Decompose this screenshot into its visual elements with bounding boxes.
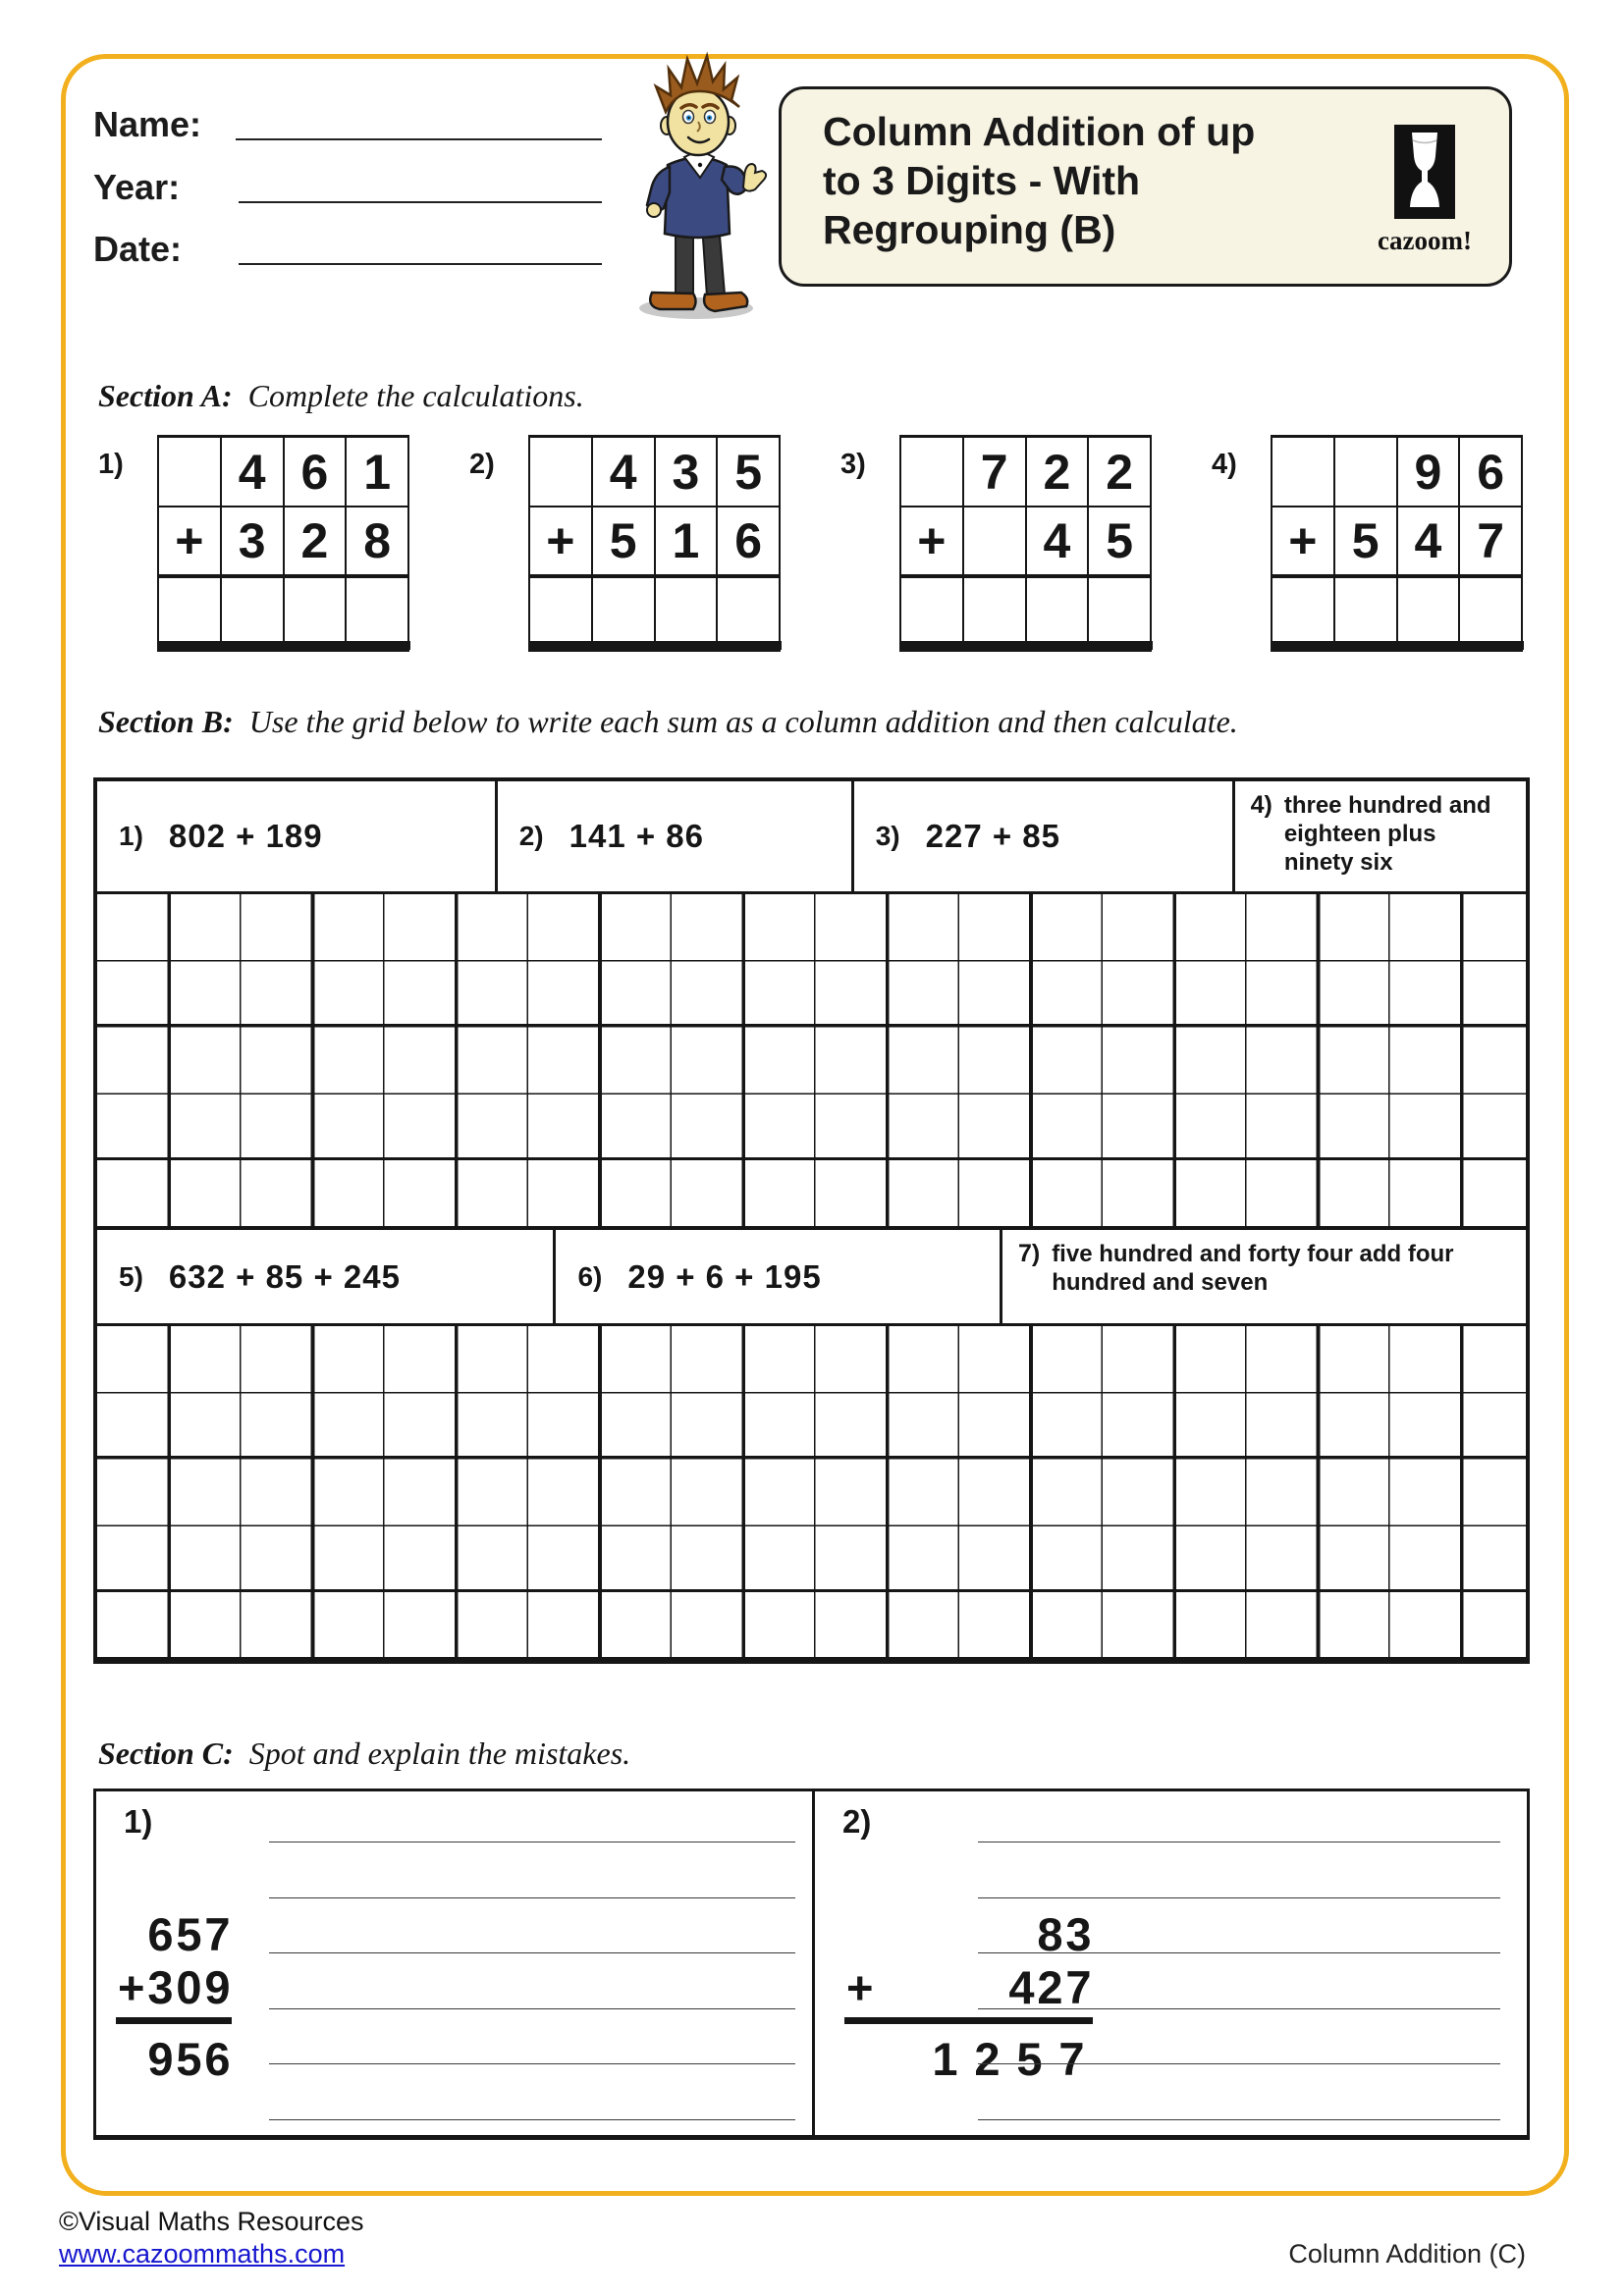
problem-cell [498, 781, 854, 891]
worksheet-title [823, 107, 1255, 254]
empty-cell[interactable] [530, 578, 591, 641]
problem-text: 802 + 189 [168, 818, 323, 854]
section-b-working-grid-1[interactable] [97, 894, 1526, 1230]
problem-text: 632 + 85 + 245 [168, 1257, 401, 1295]
digit-cell: + [1288, 513, 1318, 568]
incorrect-result: 1 2 5 7 [932, 2033, 1085, 2085]
column-addition-grid [1271, 435, 1523, 652]
problem-cell [854, 781, 1235, 891]
digit-cell: + [917, 513, 947, 568]
problem-number-label: 2) [518, 821, 544, 851]
empty-cell[interactable] [962, 578, 1025, 641]
digit-cell: 4 [1396, 507, 1459, 574]
empty-cell [159, 438, 220, 506]
digit-row [530, 506, 779, 574]
digit-cell: 4 [1025, 507, 1088, 574]
footer-website-link[interactable]: www.cazoommaths.com [59, 2239, 346, 2269]
empty-cell[interactable] [1025, 578, 1088, 641]
section-b-name: Section B: [98, 704, 234, 739]
problem-text: 29 + 6 + 195 [627, 1257, 822, 1295]
digit-cell: 6 [1458, 438, 1521, 506]
digit-cell: 3 [220, 507, 283, 574]
section-c-problem-1 [96, 1791, 815, 2135]
section-c-problem-2 [815, 1791, 1527, 2135]
boy-cartoon-illustration [601, 49, 797, 334]
answer-line[interactable] [269, 1952, 795, 1953]
digit-cell: 5 [716, 438, 779, 506]
plus-operator: + [846, 1961, 874, 2013]
answer-row [901, 574, 1150, 641]
problem-number-label: 3) [840, 449, 866, 480]
plus-operator: + [118, 1961, 145, 2013]
cazoom-logo-text: cazoom! [1378, 226, 1472, 255]
addend-bottom-row: + 427 [844, 1960, 1093, 2024]
problem-number-label: 1) [98, 449, 124, 480]
addend-top: 657 [147, 1908, 231, 1960]
digit-cell: + [546, 513, 575, 568]
empty-cell[interactable] [716, 578, 779, 641]
worksheet-title-box [779, 86, 1512, 287]
section-b-problems-bottom [97, 1230, 1526, 1326]
empty-cell [1272, 438, 1333, 506]
footer-copyright: ©Visual Maths Resources [59, 2207, 364, 2236]
answer-line[interactable] [978, 1952, 1500, 1953]
empty-cell[interactable] [1272, 578, 1333, 641]
section-c-instruction: Spot and explain the mistakes. [248, 1735, 631, 1771]
empty-cell[interactable] [159, 578, 220, 641]
worked-column-addition [844, 1907, 1093, 2086]
section-c-box [93, 1789, 1530, 2140]
empty-cell[interactable] [901, 578, 962, 641]
problem-text: five hundred and forty four add four hundred and seven [1052, 1241, 1454, 1296]
empty-cell [962, 507, 1025, 574]
answer-line[interactable] [978, 2008, 1500, 2009]
digit-row [901, 506, 1150, 574]
digit-cell: 2 [1087, 438, 1150, 506]
digit-cell: 6 [716, 507, 779, 574]
answer-underline-bar [1271, 641, 1524, 650]
problem-cell [1002, 1230, 1526, 1323]
digit-cell: 4 [220, 438, 283, 506]
digit-cell: 6 [283, 438, 346, 506]
digit-cell: 5 [1087, 507, 1150, 574]
problem-text: 141 + 86 [568, 818, 705, 854]
empty-cell[interactable] [220, 578, 283, 641]
answer-row [530, 574, 779, 641]
column-addition-grid [528, 435, 781, 652]
answer-underline-bar [899, 641, 1153, 650]
problem-text: 227 + 85 [925, 818, 1061, 854]
year-field-line[interactable] [239, 201, 602, 203]
empty-cell [1333, 438, 1396, 506]
answer-line[interactable] [269, 1897, 795, 1898]
digit-row [901, 438, 1150, 506]
problem-cell [1235, 781, 1526, 891]
digit-row [1272, 506, 1521, 574]
year-label: Year: [93, 167, 181, 207]
answer-line[interactable] [978, 1897, 1500, 1898]
empty-cell [530, 438, 591, 506]
empty-cell[interactable] [1458, 578, 1521, 641]
problem-cell [97, 781, 498, 891]
problem-cell [97, 1230, 556, 1323]
empty-cell [901, 438, 962, 506]
problem-number-label: 1) [119, 821, 143, 851]
footer-worksheet-reference: Column Addition (C) [1288, 2239, 1526, 2269]
digit-row [159, 506, 407, 574]
problem-number-label: 2) [469, 449, 495, 480]
section-c-heading [98, 1735, 630, 1772]
problem-number-label: 3) [875, 821, 900, 851]
worksheet-title-line: to 3 Digits - With [823, 158, 1141, 203]
digit-cell: 4 [591, 438, 654, 506]
problem-number-label: 7) [1017, 1240, 1041, 1267]
answer-line[interactable] [269, 2119, 795, 2120]
name-field-line[interactable] [236, 138, 602, 140]
digit-row [159, 438, 407, 506]
name-label: Name: [93, 104, 202, 144]
answer-line[interactable] [269, 2063, 795, 2064]
section-a-name: Section A: [98, 378, 233, 413]
digit-cell: 2 [1025, 438, 1088, 506]
empty-cell[interactable] [1396, 578, 1459, 641]
answer-underline-bar [157, 641, 410, 650]
digit-cell: 5 [1333, 507, 1396, 574]
cazoom-goblet-icon [1394, 125, 1455, 224]
digit-cell: 8 [345, 507, 407, 574]
empty-cell[interactable] [1333, 578, 1396, 641]
section-c-name: Section C: [98, 1735, 234, 1771]
empty-cell[interactable] [345, 578, 407, 641]
problem-number-label: 5) [119, 1260, 143, 1292]
section-b-instruction: Use the grid below to write each sum as a column addition and then calculate. [248, 704, 1238, 739]
answer-underline-bar [528, 641, 782, 650]
worksheet-title-line: Column Addition of up [823, 109, 1256, 154]
date-label: Date: [93, 229, 183, 269]
empty-cell[interactable] [1087, 578, 1150, 641]
empty-cell[interactable] [591, 578, 654, 641]
section-a-heading [98, 378, 584, 414]
answer-row [159, 574, 407, 641]
worksheet-title-line: Regrouping (B) [823, 207, 1116, 252]
digit-cell: 1 [654, 507, 717, 574]
section-b-problems-top [97, 781, 1526, 894]
digit-cell: + [175, 513, 204, 568]
date-field-line[interactable] [239, 263, 602, 265]
column-addition-grid [899, 435, 1152, 652]
problem-number-label: 4) [1250, 791, 1272, 819]
problem-number-label: 1) [124, 1803, 153, 1840]
answer-line[interactable] [978, 2063, 1500, 2064]
answer-line[interactable] [978, 2119, 1500, 2120]
empty-cell[interactable] [283, 578, 346, 641]
section-b-table [93, 777, 1530, 1664]
addend-bottom-row: + 309 [116, 1960, 232, 2024]
digit-cell: 3 [654, 438, 717, 506]
digit-cell: 1 [345, 438, 407, 506]
section-b-working-grid-2[interactable] [97, 1326, 1526, 1657]
incorrect-result: 956 [147, 2033, 231, 2085]
digit-row [530, 438, 779, 506]
problem-cell [556, 1230, 1002, 1323]
problem-number-label: 2) [842, 1803, 872, 1840]
digit-cell: 5 [591, 507, 654, 574]
digit-cell: 9 [1396, 438, 1459, 506]
digit-cell: 7 [962, 438, 1025, 506]
addend-top: 83 [1037, 1908, 1092, 1960]
digit-row [1272, 438, 1521, 506]
digit-cell: 2 [283, 507, 346, 574]
problem-number-label: 6) [577, 1260, 603, 1292]
cazoom-logo [1366, 125, 1484, 256]
section-b-heading [98, 704, 1238, 740]
problem-number-label: 4) [1212, 449, 1237, 480]
problem-text: three hundred and eighteen plus ninety six [1283, 792, 1491, 876]
digit-cell: 7 [1458, 507, 1521, 574]
answer-row [1272, 574, 1521, 641]
worked-column-addition [116, 1907, 232, 2086]
section-a-instruction: Complete the calculations. [247, 378, 584, 413]
column-addition-grid [157, 435, 409, 652]
answer-line[interactable] [269, 2008, 795, 2009]
empty-cell[interactable] [654, 578, 717, 641]
